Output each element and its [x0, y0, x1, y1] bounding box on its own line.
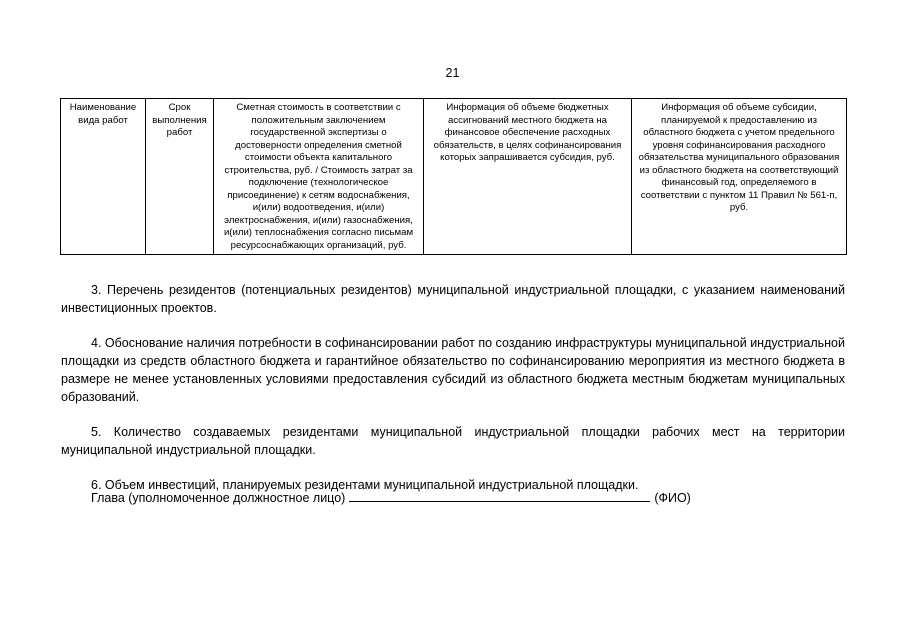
signature-suffix: (ФИО)	[654, 491, 691, 505]
paragraph-residents-list: 3. Перечень резидентов (потенциальных резидентов) муниципальной индустриальной площадки, с указанием наименований инвестиционных проектов.	[61, 283, 845, 315]
signature-label: Глава (уполномоченное должностное лицо)	[91, 491, 346, 505]
paragraph-cofinancing-justification: 4. Обоснование наличия потребности в софинансировании работ по созданию инфраструктуры муниципальной индустриальной площадки из средств областного бюджета и гарантийное обязательство по софинансированию мероприятия из местного бюджета в размере не менее установленных условиями предоставления субсидий из областного бюджета местным бюджетам муниципальных образований.	[61, 336, 845, 404]
header-subsidy-amount: Информация об объеме субсидии, планируемой к предоставлению из областного бюджета с учетом предельного уровня софинансирования расходного обязательства муниципального образования из областного бюджета на соответствующий финансовый год, определяемого в соответствии с пунктом 11 Правил № 561-п, руб.	[632, 99, 847, 255]
header-local-budget: Информация об объеме бюджетных ассигнований местного бюджета на финансовое обеспечение расходных обязательств, в целях софинансирования которых запрашивается субсидия, руб.	[424, 99, 632, 255]
page-number: 21	[445, 66, 460, 80]
table-header-row	[61, 99, 847, 255]
paragraph-investment-volume: 6. Объем инвестиций, планируемых резидентами муниципальной индустриальной площадки.	[91, 478, 639, 492]
header-deadline: Срок выполнения работ	[146, 99, 214, 255]
header-work-type: Наименование вида работ	[61, 99, 146, 255]
header-estimated-cost: Сметная стоимость в соответствии с положительным заключением государственной экспертизы о достоверности определения сметной стоимости объекта капитального строительства, руб. / Стоимость затрат за подключение (технологическое присоединение) к сетям водоснабжения, и(или) водоотведения, и(или) электроснабжения, и(или) газоснабжения, и(или) теплоснабжения согласно письмам ресурсоснабжающих организаций, руб.	[214, 99, 424, 255]
paragraph-jobs-count: 5. Количество создаваемых резидентами муниципальной индустриальной площадки рабочих мест на территории муниципальной индустриальной площадки.	[61, 425, 845, 457]
budget-table	[60, 98, 847, 255]
signature-line	[349, 488, 650, 502]
signature-block	[91, 488, 691, 507]
document-body	[61, 281, 845, 494]
